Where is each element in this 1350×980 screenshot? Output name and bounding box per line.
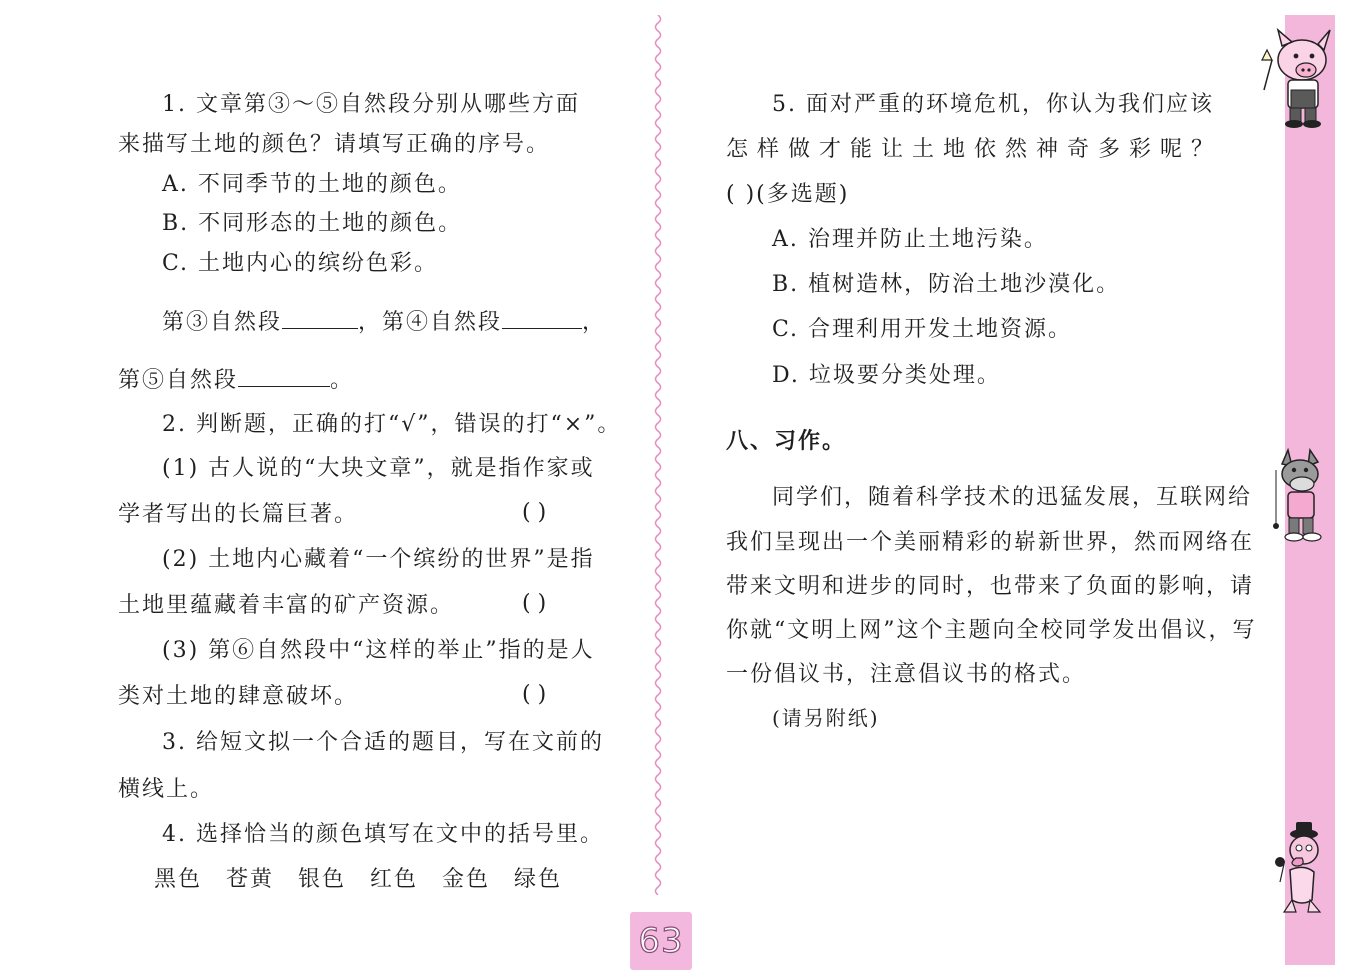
- q5-line2: 怎样做才能让土地依然神奇多彩呢？: [726, 137, 1223, 162]
- q1-option-b: B. 不同形态的土地的颜色。: [162, 211, 463, 236]
- q5-option-b: B. 植树造林，防治土地沙漠化。: [772, 272, 1121, 297]
- q1-option-a: A. 不同季节的土地的颜色。: [162, 172, 462, 197]
- color-choice-3: 银色: [298, 867, 347, 892]
- judge-paren-2[interactable]: ( ): [522, 591, 547, 616]
- fill-label-4: ，第④自然段: [358, 310, 503, 335]
- q5-option-c: C. 合理利用开发土地资源。: [772, 317, 1073, 342]
- q4-line1: 4. 选择恰当的颜色填写在文中的括号里。: [162, 822, 604, 847]
- q5-line1: 5. 面对严重的环境危机，你认为我们应该: [772, 92, 1214, 117]
- judge-paren-3[interactable]: ( ): [522, 682, 547, 707]
- answer-blank-5[interactable]: [238, 364, 330, 387]
- color-choice-5: 金色: [442, 867, 491, 892]
- pig-mascot-icon: [1258, 20, 1342, 130]
- fill-period: 。: [330, 368, 355, 393]
- q2-item2-line1: (2) 土地内心藏着“一个缤纷的世界”是指: [162, 547, 595, 572]
- q5-line3[interactable]: ( )(多选题): [726, 182, 850, 207]
- q1-line2: 来描写土地的颜色？请填写正确的序号。: [118, 132, 551, 157]
- essay-para-line5: 一份倡议书，注意倡议书的格式。: [726, 662, 1087, 687]
- q1-fill-line2: [118, 364, 354, 396]
- q3-line2: 横线上。: [118, 777, 215, 802]
- q3-line1: 3. 给短文拟一个合适的题目，写在文前的: [162, 730, 604, 755]
- fill-label-3: 第③自然段: [162, 310, 283, 335]
- q5-option-a: A. 治理并防止土地污染。: [772, 227, 1048, 252]
- fill-label-5: 第⑤自然段: [118, 368, 239, 393]
- essay-para-line2: 我们呈现出一个美丽精彩的崭新世界，然而网络在: [726, 530, 1255, 555]
- essay-para-line1: 同学们，随着科学技术的迅猛发展，互联网给: [772, 485, 1253, 510]
- color-choice-4: 红色: [370, 867, 419, 892]
- color-choice-1: 黑色: [154, 867, 203, 892]
- q1-fill-line1: [162, 306, 606, 338]
- judge-paren-1[interactable]: ( ): [522, 500, 547, 525]
- attach-paper-note: (请另附纸): [772, 706, 880, 730]
- fill-comma: ，: [582, 310, 607, 335]
- page-divider-wavy-line: [652, 15, 664, 895]
- q2-item3-line2: 类对土地的肆意破坏。: [118, 684, 359, 709]
- page-number: 63: [638, 921, 684, 961]
- page-number-badge: [630, 912, 692, 970]
- q1-line1: 1. 文章第③～⑤自然段分别从哪些方面: [162, 92, 580, 117]
- answer-blank-4[interactable]: [502, 306, 582, 329]
- wolf-mascot-icon: [1262, 440, 1342, 550]
- essay-para-line4: 你就“文明上网”这个主题向全校同学发出倡议，写: [726, 618, 1257, 643]
- q5-option-d: D. 垃圾要分类处理。: [772, 363, 1001, 388]
- q1-option-c: C. 土地内心的缤纷色彩。: [162, 251, 439, 276]
- section-heading: 八、习作。: [726, 429, 847, 454]
- q2-item3-line1: (3) 第⑥自然段中“这样的举止”指的是人: [162, 638, 595, 663]
- color-choice-6: 绿色: [514, 867, 563, 892]
- q2-item1-line2: 学者写出的长篇巨著。: [118, 502, 359, 527]
- q2-item2-line2: 土地里蕴藏着丰富的矿产资源。: [118, 593, 455, 618]
- q2-line1: 2. 判断题，正确的打“√”，错误的打“×”。: [162, 412, 622, 437]
- answer-blank-3[interactable]: [282, 306, 358, 329]
- duck-mascot-icon: [1262, 820, 1342, 930]
- color-choice-2: 苍黄: [226, 867, 275, 892]
- essay-para-line3: 带来文明和进步的同时，也带来了负面的影响，请: [726, 574, 1255, 599]
- q2-item1-line1: (1) 古人说的“大块文章”，就是指作家或: [162, 456, 595, 481]
